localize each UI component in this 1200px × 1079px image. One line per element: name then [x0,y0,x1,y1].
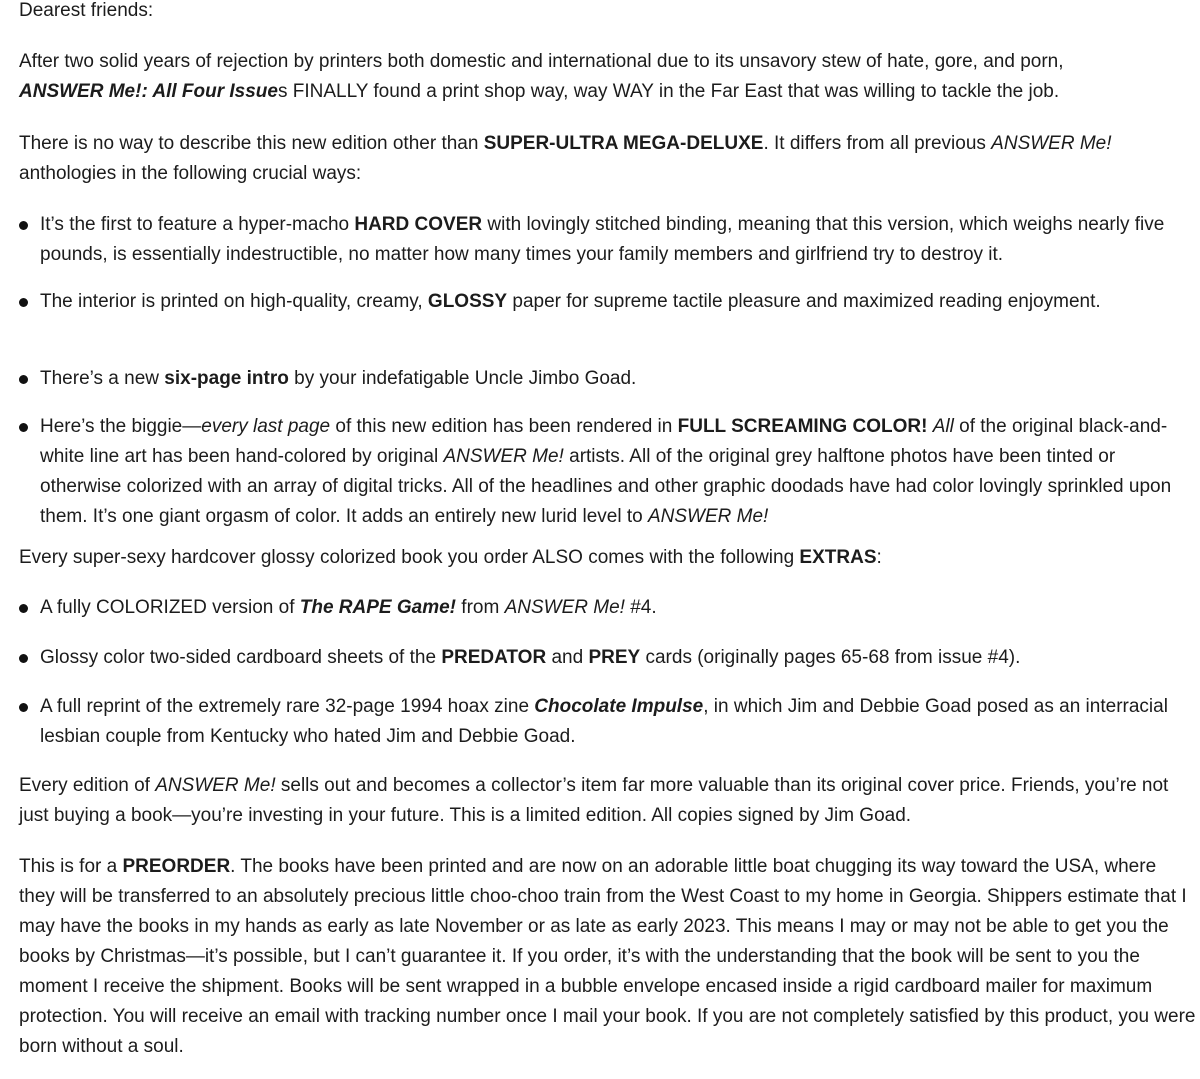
emphasis: SUPER-ULTRA MEGA-DELUXE [483,133,764,154]
text: and [546,647,589,668]
text: cards (originally pages 65-68 from issue #4). [640,647,1021,668]
edition-paragraph [19,129,1197,189]
list-item [19,692,1197,752]
text: This is for a [19,856,123,877]
bullet-icon [19,604,28,613]
magazine-title: ANSWER Me! [991,133,1112,154]
features-list [19,210,1197,270]
text: paper for supreme tactile pleasure and maximized reading enjoyment. [507,291,1101,312]
emphasis: six-page intro [164,368,289,389]
text: The interior is printed on high-quality, creamy, [40,291,428,312]
intro-paragraph [19,47,1197,107]
list-item [19,364,1197,394]
bullet-icon [19,298,28,307]
text: of this new edition has been rendered in [330,416,678,437]
bullet-icon [19,423,28,432]
text: of the original black-and-white line art has been hand-colored by original [40,416,1168,467]
list-item [19,643,1197,673]
emphasis: PREDATOR [441,647,547,668]
extras-list [19,643,1197,673]
magazine-title: ANSWER Me! [504,597,625,618]
preorder-paragraph [19,852,1197,1062]
text: There’s a new [40,368,165,389]
text: Glossy color two-sided cardboard sheets of the [40,647,442,668]
bullet-icon [19,654,28,663]
list-item [19,593,1197,623]
text: with lovingly stitched binding, meaning that this version, which weighs nearly five pounds, is essentially indestructible, no matter how many times your family members and girlfriend try to destroy it. [40,214,1165,265]
book-title: ANSWER Me!: All Four Issue [19,81,278,102]
emphasis: PREORDER [122,856,231,877]
features-list [19,412,1197,532]
text: A fully COLORIZED version of [40,597,300,618]
emphasis: PREY [588,647,641,668]
text: Every edition of [19,775,156,796]
text: #4. [624,597,657,618]
features-list [19,364,1197,394]
extras-list [19,593,1197,623]
extras-paragraph [19,543,1197,573]
text: by your indefatigable Uncle Jimbo Goad. [288,368,637,389]
emphasis: Chocolate Impulse [534,696,704,717]
text: anthologies in the following crucial ways: [19,163,362,184]
text: Every super-sexy hardcover glossy colorized book you order ALSO comes with the following [19,547,800,568]
emphasis: HARD COVER [354,214,483,235]
text: . The books have been printed and are now on an adorable little boat chugging its way toward the USA, where they will be transferred to an absolutely precious little choo-choo train from the West Coast to my home in Georgia. Shippers estimate that I may have the books in my hands as early as late November or as late as early 2023. This means I may or may not be able to get you the books by Christmas—it’s possible, but I can’t guarantee it. If you order, it’s with the understanding that the book will be sent to you the moment I receive the shipment. Books will be sent wrapped in a bubble envelope encased inside a rigid cardboard mailer for maximum protection. You will receive an email with tracking number once I mail your book. If you are not completely satisfied by this product, you were born without a soul. [19,856,1196,1057]
magazine-title: ANSWER Me! [155,775,276,796]
extras-list [19,692,1197,752]
text: It’s the first to feature a hyper-macho [40,214,355,235]
bullet-icon [19,375,28,384]
magazine-title: ANSWER Me! [647,506,769,527]
emphasis-italic: All [932,416,954,437]
text: . It differs from all previous [763,133,992,154]
text: After two solid years of rejection by printers both domestic and international due to its unsavory stew of hate, gore, and porn, [19,51,1064,72]
text: Here’s the biggie— [40,416,202,437]
greeting: Dearest friends: [19,0,154,21]
text: from [456,597,505,618]
bullet-icon [19,703,28,712]
emphasis: FULL SCREAMING COLOR! [677,416,928,437]
text: A full reprint of the extremely rare 32-page 1994 hoax zine [40,696,535,717]
bullet-icon [19,221,28,230]
text: artists. All of the original grey halftone photos have been tinted or otherwise colorized with an array of digital tricks. All of the headlines and other graphic doodads have had color lovingly sprinkled upon them. It’s one giant orgasm of color. It adds an entirely new lurid level to [40,446,1172,527]
emphasis: The RAPE Game! [299,597,457,618]
list-item [19,210,1197,270]
text: There is no way to describe this new edition other than [19,133,484,154]
emphasis-italic: every last page [201,416,331,437]
list-item [19,412,1197,532]
emphasis: GLOSSY [427,291,508,312]
emphasis: EXTRAS [799,547,877,568]
text: , in which Jim and Debbie Goad posed as an interracial lesbian couple from Kentucky who hated Jim and Debbie Goad. [40,696,1168,747]
collector-paragraph [19,771,1197,831]
list-item [19,287,1197,317]
features-list [19,287,1197,317]
text: : [876,547,882,568]
magazine-title: ANSWER Me! [443,446,564,467]
text: s FINALLY found a print shop way, way WAY in the Far East that was willing to tackle the job. [277,81,1060,102]
text: sells out and becomes a collector’s item far more valuable than its original cover price. Friends, you’re not just buying a book—you’re investing in your future. This is a limited edition. All copies signed by Jim Goad. [19,775,1169,826]
